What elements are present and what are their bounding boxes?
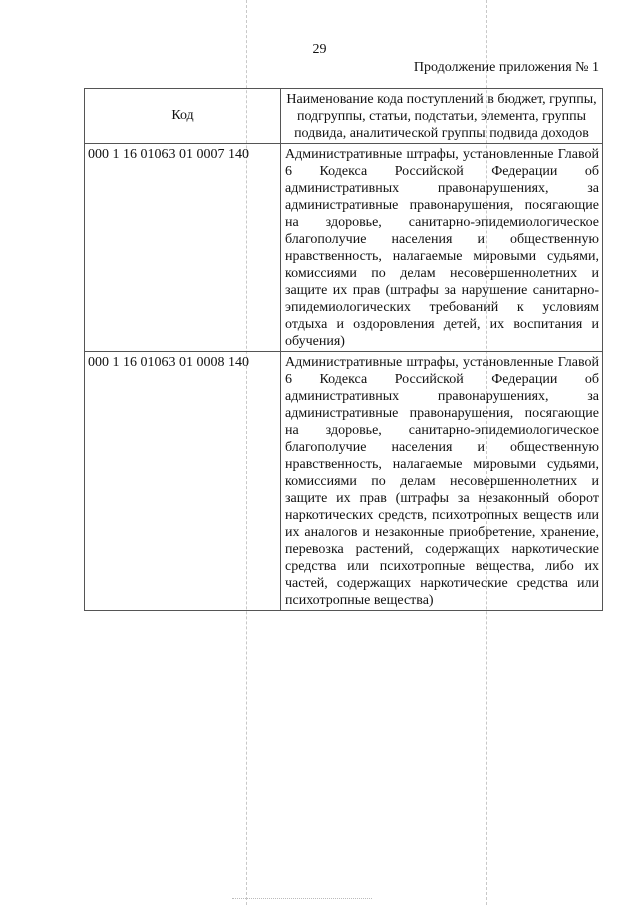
row-description-cell: Административные штрафы, установленные Главой 6 Кодекса Российской Федерации об административных правонарушениях, за административные правонарушения, посягающие на здоровье, санитарно-эпидемиологическое благополучие населения и общественную нравственность, налагаемые мировыми судьями, комиссиями по делам несовершеннолетних и защите их прав (штрафы за нарушение санитарно-эпидемиологических требований к условиям отдыха и оздоровления детей, их воспитания и обучения) xyxy=(281,144,603,352)
header-name: Наименование кода поступлений в бюджет, группы, подгруппы, статьи, подстатьи, элемента, группы подвида, аналитической группы подвида доходов xyxy=(281,89,603,144)
table-row xyxy=(85,144,603,352)
row-code-cell: 000 1 16 01063 01 0007 140 xyxy=(85,144,281,352)
header-code: Код xyxy=(85,89,281,144)
revenue-codes-table xyxy=(84,88,603,611)
row-description-cell: Административные штрафы, установленные Главой 6 Кодекса Российской Федерации об административных правонарушениях, за административные правонарушения, посягающие на здоровье, санитарно-эпидемиологическое благополучие населения и общественную нравственность, налагаемые мировыми судьями, комиссиями по делам несовершеннолетних и защите их прав (штрафы за незаконный оборот наркотических средств, психотропных веществ или их аналогов и незаконные приобретение, хранение, перевозка растений, содержащих наркотические средства или психотропные вещества, либо их частей, содержащих наркотические средства или психотропные вещества) xyxy=(281,352,603,611)
appendix-continuation-note: Продолжение приложения № 1 xyxy=(413,60,599,75)
table-row xyxy=(85,352,603,611)
page-number: 29 xyxy=(312,42,327,57)
table-header-row xyxy=(85,89,603,144)
scan-bottom-mark xyxy=(232,898,372,899)
row-code-cell: 000 1 16 01063 01 0008 140 xyxy=(85,352,281,611)
